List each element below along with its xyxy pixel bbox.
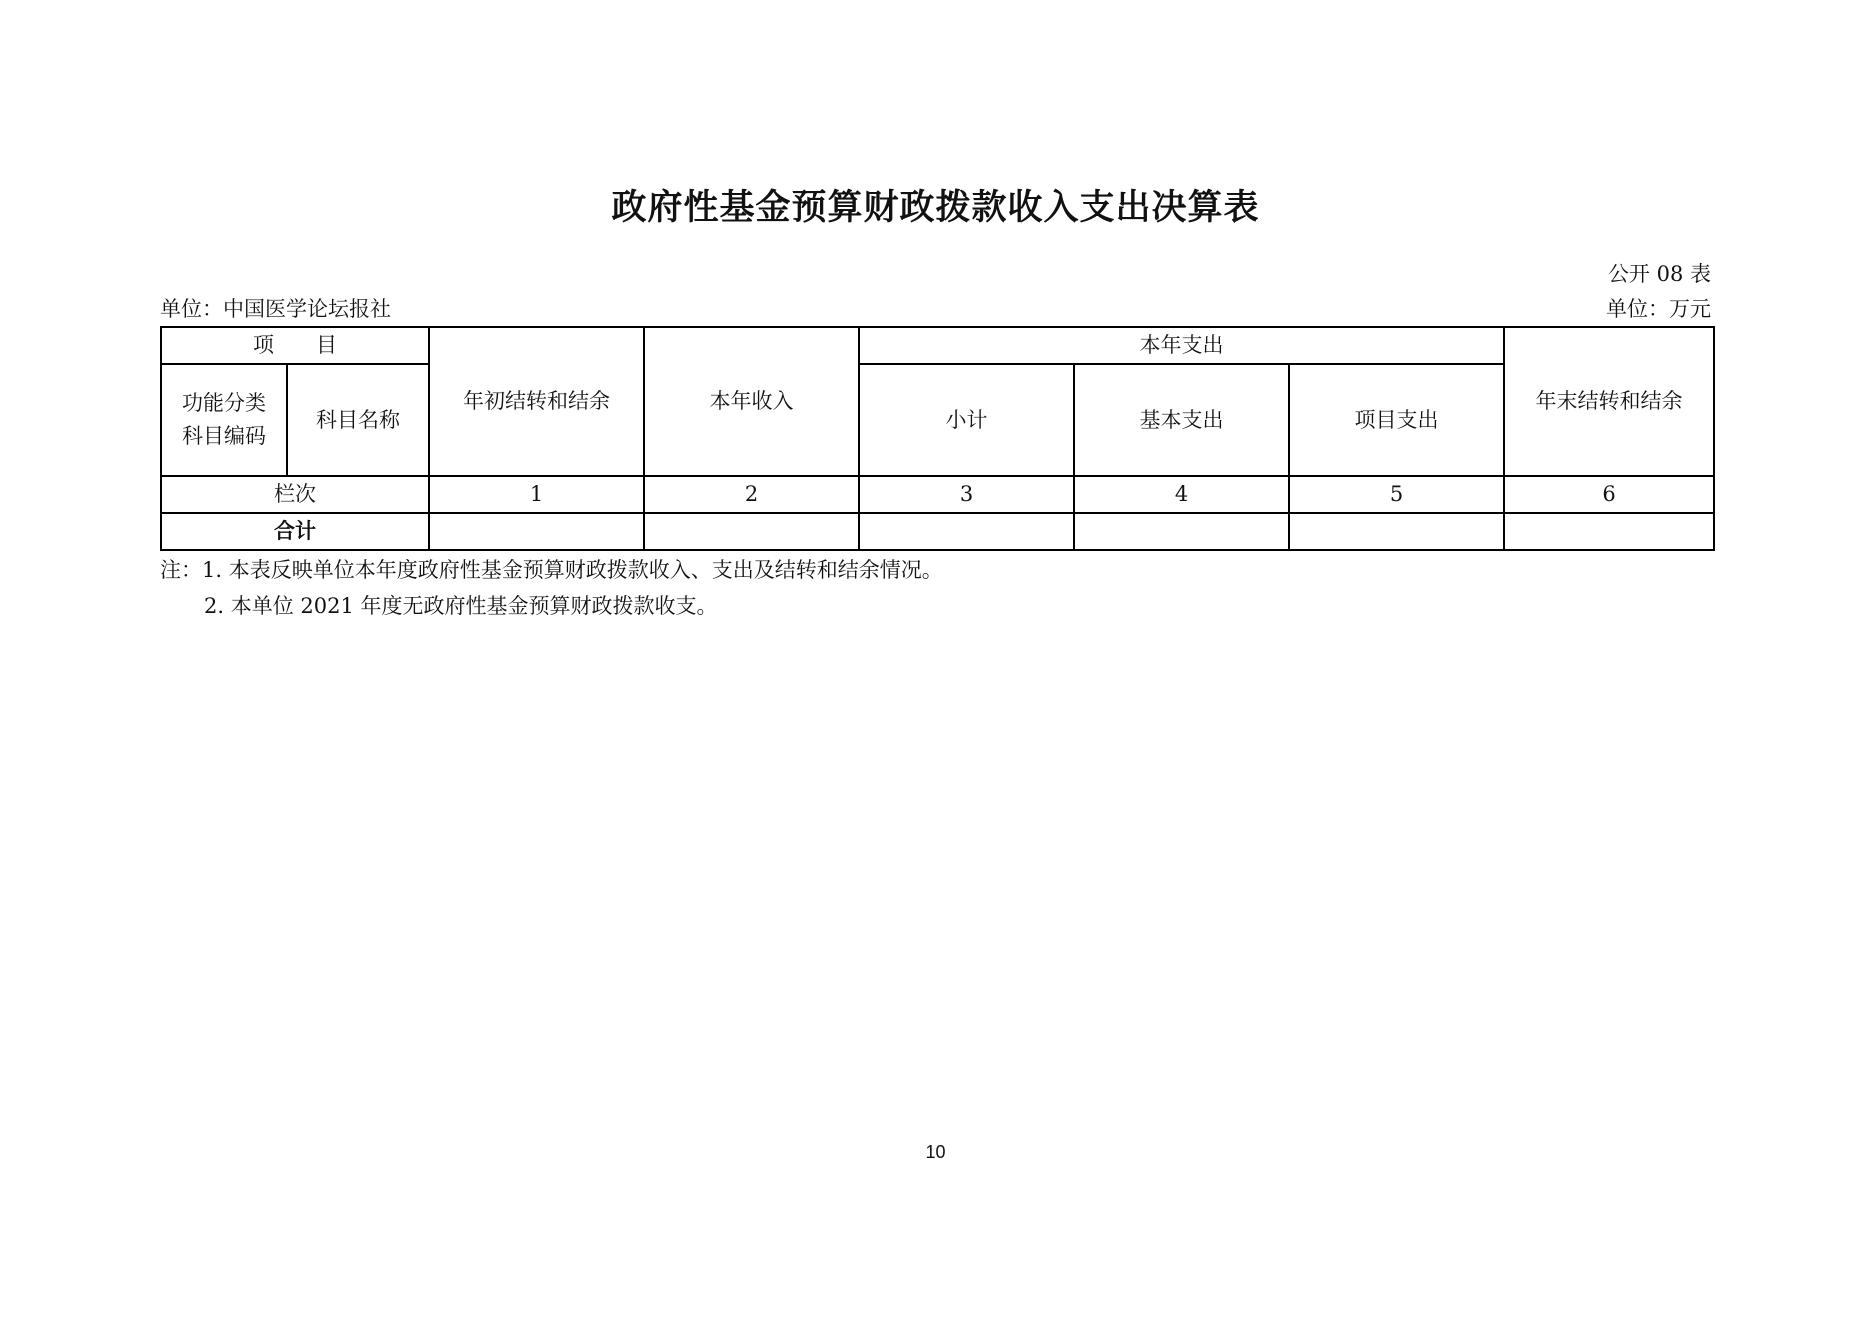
- notes: [160, 552, 943, 624]
- total-cell: [1074, 513, 1289, 550]
- column-number: 3: [859, 476, 1074, 513]
- form-number: 公开 08 表: [1607, 262, 1711, 286]
- total-cell: [859, 513, 1074, 550]
- column-number: 6: [1504, 476, 1714, 513]
- header-project: 项目支出: [1289, 364, 1504, 476]
- budget-table: [160, 326, 1715, 551]
- column-number: 2: [644, 476, 859, 513]
- row-column-label: 栏次: [161, 476, 429, 513]
- total-cell: [644, 513, 859, 550]
- row-total-label: 合计: [161, 513, 429, 550]
- header-func-code-line1: 功能分类: [182, 391, 266, 416]
- header-end-balance: 年末结转和结余: [1504, 327, 1714, 476]
- reporting-unit: 单位：中国医学论坛报社: [160, 297, 391, 321]
- column-number: 4: [1074, 476, 1289, 513]
- header-basic: 基本支出: [1074, 364, 1289, 476]
- note-2: 2. 本单位 2021 年度无政府性基金预算财政拨款收支。: [204, 594, 718, 618]
- header-subject-name: 科目名称: [287, 364, 429, 476]
- total-cell: [1504, 513, 1714, 550]
- column-number: 5: [1289, 476, 1504, 513]
- page-number: 10: [925, 1142, 946, 1162]
- header-item: 项 目: [161, 327, 429, 364]
- total-cell: [429, 513, 644, 550]
- header-expense: 本年支出: [859, 327, 1504, 364]
- page-title: 政府性基金预算财政拨款收入支出决算表: [611, 188, 1260, 228]
- header-func-code: [161, 364, 287, 476]
- total-cell: [1289, 513, 1504, 550]
- header-subtotal: 小计: [859, 364, 1074, 476]
- header-begin-balance: 年初结转和结余: [429, 327, 644, 476]
- column-number: 1: [429, 476, 644, 513]
- currency-unit: 单位：万元: [1606, 297, 1711, 321]
- note-1: 注：1. 本表反映单位本年度政府性基金预算财政拨款收入、支出及结转和结余情况。: [160, 558, 943, 582]
- header-income: 本年收入: [644, 327, 859, 476]
- header-func-code-line2: 科目编码: [182, 424, 266, 448]
